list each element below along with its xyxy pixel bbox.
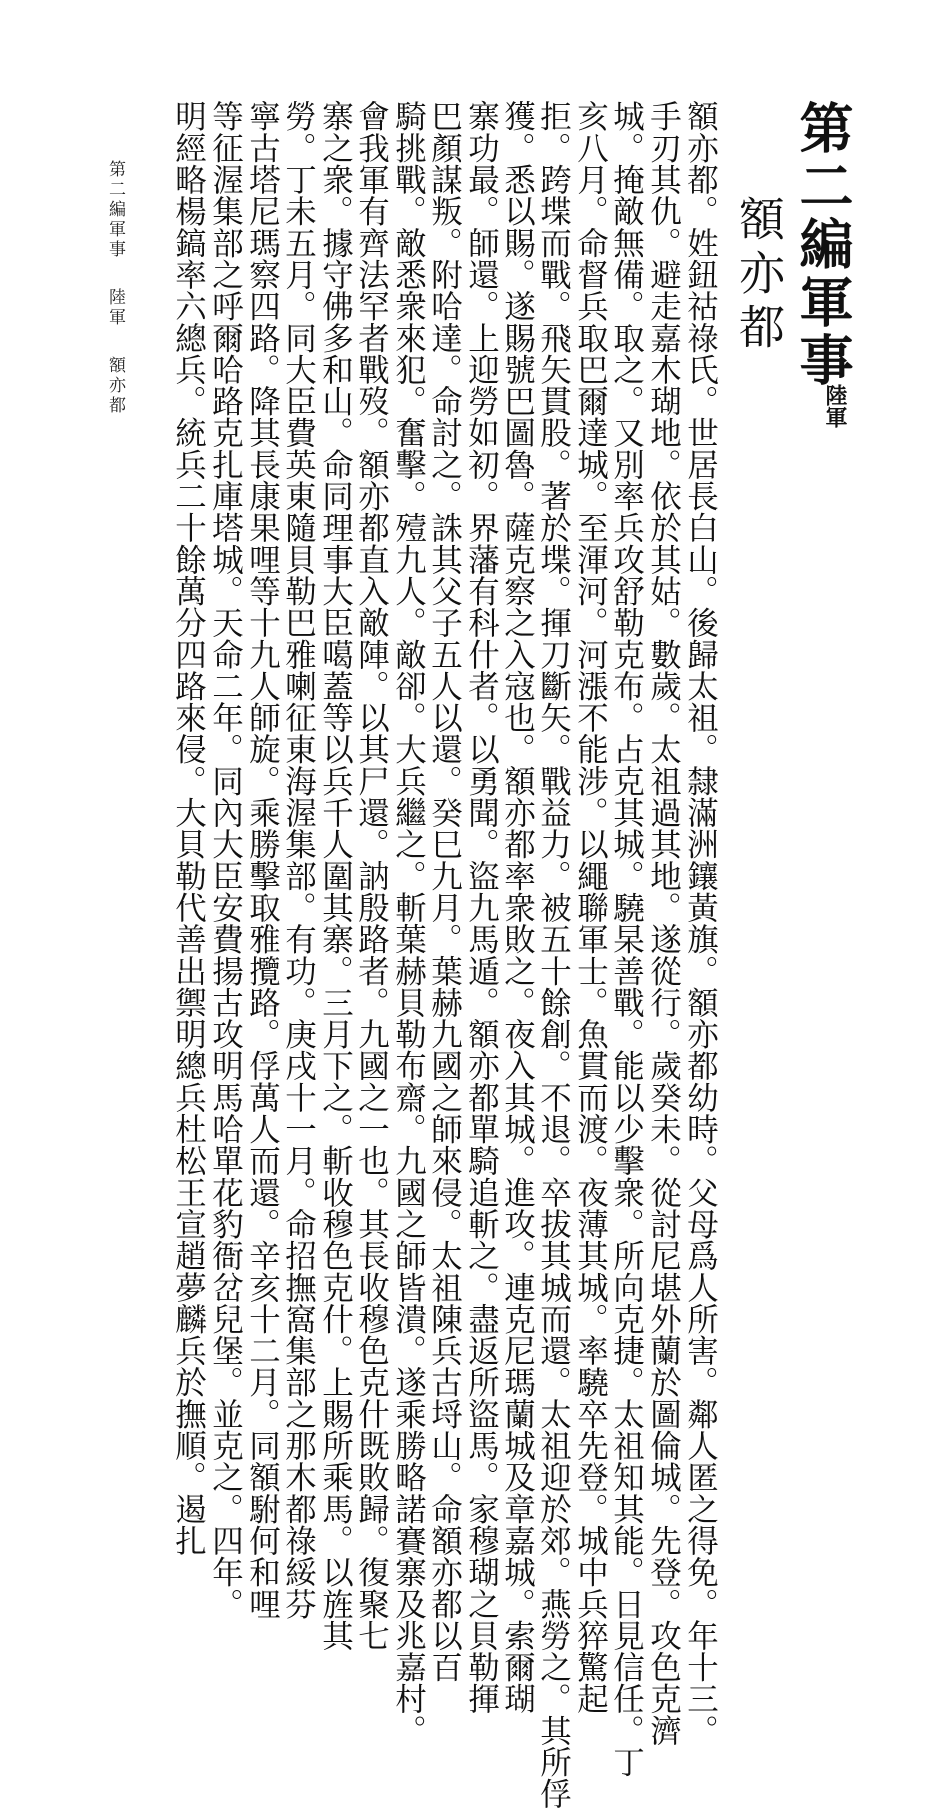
text-column-1: 額亦都。姓鈕祜祿氏。世居長白山。後歸太祖。隸滿洲鑲黃旗。額亦都幼時。父母爲人所害。鄰人匿之得免。年十三。: [682, 100, 719, 1746]
page-title: 第二編軍事: [791, 100, 855, 390]
text-column-10: 會我軍有齊法罕者戰歿。額亦都直入敵陣。以其尸還。訥殷路者。九國之一也。其長收穆色克什既敗歸。復聚七: [353, 100, 390, 1651]
text-column-2: 手刃其仇。避走嘉木瑚地。依於其姑。數歲。太祖過其地。遂從行。歲癸未。從討尼堪外蘭於圖倫城。先登。攻色克濟: [645, 100, 682, 1746]
text-column-8: 巴顏謀叛。附哈達。命討之。誅其父子五人以還。癸巳九月。葉赫九國之師來侵。太祖陳兵古埒山。命額亦都以百: [426, 100, 463, 1683]
text-column-14: 等征渥集部之呼爾哈路克扎庫塔城。天命二年。同內大臣安費揚古攻明馬哈單花豹衙岔兒堡。並克之。四年。: [207, 100, 244, 1620]
text-column-11: 寨之衆。據守佛多和山。命同理事大臣噶蓋等以兵千人圍其寨。三月下之。斬收穆色克什。上賜所乘馬。以旌其: [317, 100, 354, 1651]
text-column-13: 寧古塔尼瑪察四路。降其長康果哩等十九人師旋。乘勝擊取雅攬路。俘萬人而還。辛亥十二月。同額駙何和哩: [244, 100, 281, 1620]
text-column-3: 城。掩敵無備。取之。又別率兵攻舒勒克布。占克其城。驍杲善戰。能以少擊衆。所向克捷。太祖知其能。日見信任。丁: [608, 100, 645, 1778]
footer-name: 額亦都: [105, 356, 125, 416]
footer-category: 陸軍: [105, 288, 125, 328]
category-label: 陸軍: [822, 384, 848, 428]
page-footer: [106, 160, 123, 416]
text-column-15: 明經略楊鎬率六總兵。統兵二十餘萬分四路來侵。大貝勒代善出禦明總兵杜松王宣趙夢麟兵於撫順。遏扎: [170, 100, 207, 1556]
footer-part: 第二編軍事: [105, 160, 125, 260]
text-column-7: 寨功最。師還。上迎勞如初。界藩有科什者。以勇聞。盜九馬遁。額亦都單騎追斬之。盡返所盜馬。家穆瑚之貝勒揮: [463, 100, 500, 1715]
section-heading: 額亦都: [732, 195, 786, 357]
text-column-6: 獲。悉以賜。遂賜號巴圖魯。薩克察之入寇也。額亦都率衆敗之。夜入其城。進攻。連克尼瑪蘭城及章嘉城。索爾瑚: [499, 100, 536, 1715]
text-column-12: 勞。丁未五月。同大臣費英東隨貝勒巴雅喇征東海渥集部。有功。庚戌十一月。命招撫窩集部之那木都祿綏芬: [280, 100, 317, 1620]
text-column-9: 騎挑戰。敵悉衆來犯。奮擊。殪九人。敵卻。大兵繼之。斬葉赫貝勒布齋。九國之師皆潰。遂乘勝略諾賽寨及兆嘉村。: [390, 100, 427, 1746]
text-column-5: 拒。跨堞而戰。飛矢貫股。著於堞。揮刀斷矢。戰益力。被五十餘創。不退。卒拔其城而還。太祖迎於郊。燕勞之。其所俘: [535, 100, 572, 1809]
text-column-4: 亥八月。命督兵取巴爾達城。至渾河。河漲不能涉。以繩聯軍士。魚貫而渡。夜薄其城。率驍卒先登。城中兵猝驚起: [572, 100, 609, 1715]
